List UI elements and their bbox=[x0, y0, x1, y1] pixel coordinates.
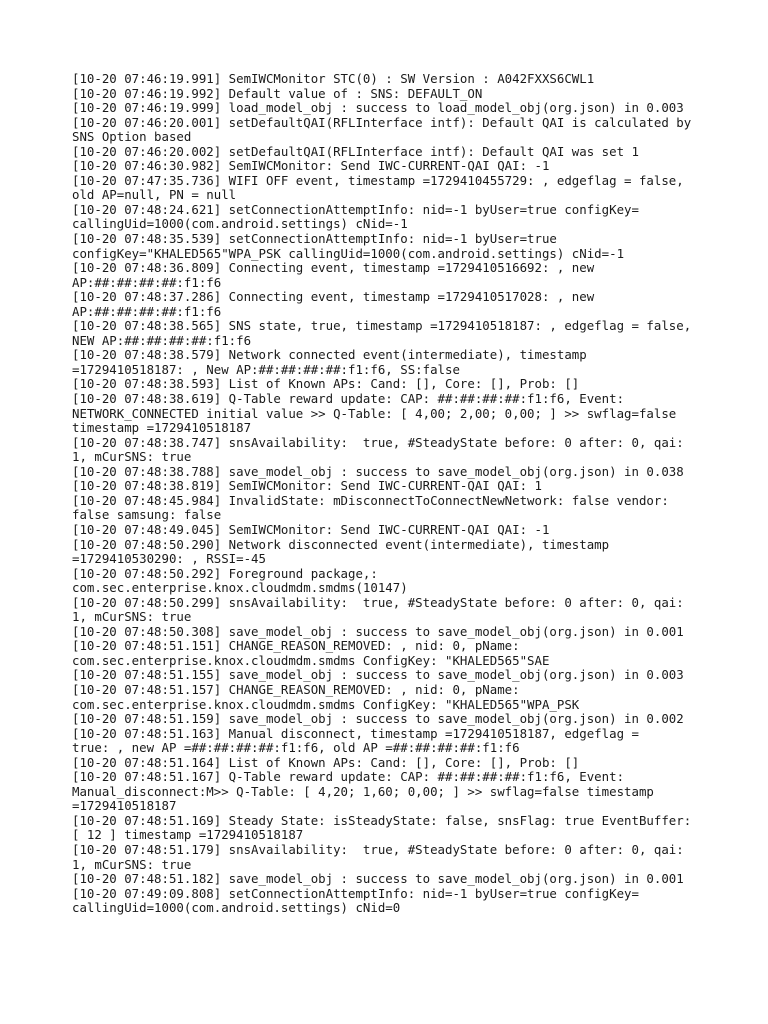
log-line: [10-20 07:48:51.155] save_model_obj : success to save_model_obj(org.json) in 0.003 bbox=[72, 667, 684, 683]
log-line: =1729410530290: , RSSI=-45 bbox=[72, 551, 266, 567]
log-line: [10-20 07:48:51.182] save_model_obj : success to save_model_obj(org.json) in 0.001 bbox=[72, 871, 684, 887]
log-line: [10-20 07:48:50.308] save_model_obj : success to save_model_obj(org.json) in 0.001 bbox=[72, 623, 684, 639]
log-line: [10-20 07:46:30.982] SemIWCMonitor: Send IWC-CURRENT-QAI QAI: -1 bbox=[72, 158, 550, 174]
log-line: [10-20 07:48:50.290] Network disconnected event(intermediate), timestamp bbox=[72, 536, 610, 552]
log-line: com.sec.enterprise.knox.cloudmdm.smdms ConfigKey: "KHALED565"SAE bbox=[72, 652, 550, 668]
log-line: [10-20 07:48:51.164] List of Known APs: Cand: [], Core: [], Prob: [] bbox=[72, 754, 580, 770]
log-line: [10-20 07:48:51.159] save_model_obj : success to save_model_obj(org.json) in 0.002 bbox=[72, 711, 684, 727]
log-line: old AP=null, PN = null bbox=[72, 187, 237, 203]
log-line: 1, mCurSNS: true bbox=[72, 449, 192, 465]
log-line: callingUid=1000(com.android.settings) cNid=0 bbox=[72, 900, 401, 916]
log-line: true: , new AP =##:##:##:##:f1:f6, old AP =##:##:##:##:f1:f6 bbox=[72, 740, 520, 756]
log-line: [10-20 07:47:35.736] WIFI OFF event, timestamp =1729410455729: , edgeflag = false, bbox=[72, 172, 684, 188]
log-line: [10-20 07:48:35.539] setConnectionAttemptInfo: nid=-1 byUser=true bbox=[72, 231, 557, 247]
log-line: [10-20 07:48:50.292] Foreground package,: bbox=[72, 565, 378, 581]
log-line: [10-20 07:48:38.619] Q-Table reward update: CAP: ##:##:##:##:f1:f6, Event: bbox=[72, 391, 625, 407]
log-line: SNS Option based bbox=[72, 129, 192, 145]
log-line: [10-20 07:48:50.299] snsAvailability: true, #SteadyState before: 0 after: 0, qai: bbox=[72, 594, 684, 610]
log-line: NEW AP:##:##:##:##:f1:f6 bbox=[72, 332, 252, 348]
log-line: Manual_disconnect:M>> Q-Table: [ 4,20; 1,60; 0,00; ] >> swflag=false timestamp bbox=[72, 783, 654, 799]
log-line: [10-20 07:48:51.157] CHANGE_REASON_REMOVED: , nid: 0, pName: bbox=[72, 681, 520, 697]
log-document bbox=[72, 72, 712, 916]
log-line: =1729410518187 bbox=[72, 798, 177, 814]
log-line: 1, mCurSNS: true bbox=[72, 856, 192, 872]
log-line: [10-20 07:48:51.169] Steady State: isSteadyState: false, snsFlag: true EventBuffer: bbox=[72, 812, 692, 828]
log-line: [10-20 07:48:49.045] SemIWCMonitor: Send IWC-CURRENT-QAI QAI: -1 bbox=[72, 521, 550, 537]
log-line: configKey="KHALED565"WPA_PSK callingUid=1000(com.android.settings) cNid=-1 bbox=[72, 245, 625, 261]
log-line: [10-20 07:48:38.579] Network connected event(intermediate), timestamp bbox=[72, 347, 587, 363]
log-line: [10-20 07:48:51.167] Q-Table reward update: CAP: ##:##:##:##:f1:f6, Event: bbox=[72, 769, 625, 785]
log-line: [10-20 07:48:38.819] SemIWCMonitor: Send IWC-CURRENT-QAI QAI: 1 bbox=[72, 478, 542, 494]
log-line: AP:##:##:##:##:f1:f6 bbox=[72, 303, 222, 319]
log-line: [10-20 07:48:45.984] InvalidState: mDisconnectToConnectNewNetwork: false vendor: bbox=[72, 492, 669, 508]
log-line: [10-20 07:46:19.999] load_model_obj : success to load_model_obj(org.json) in 0.003 bbox=[72, 100, 684, 116]
log-line: [10-20 07:49:09.808] setConnectionAttemptInfo: nid=-1 byUser=true configKey= bbox=[72, 885, 639, 901]
log-line: [10-20 07:46:19.991] SemIWCMonitor STC(0) : SW Version : A042FXXS6CWL1 bbox=[72, 71, 595, 86]
log-line: timestamp =1729410518187 bbox=[72, 420, 252, 436]
log-line: callingUid=1000(com.android.settings) cNid=-1 bbox=[72, 216, 408, 232]
log-line: [10-20 07:48:38.788] save_model_obj : success to save_model_obj(org.json) in 0.038 bbox=[72, 463, 684, 479]
log-line: 1, mCurSNS: true bbox=[72, 609, 192, 625]
log-line: [10-20 07:48:51.163] Manual disconnect, timestamp =1729410518187, edgeflag = bbox=[72, 725, 639, 741]
log-line: com.sec.enterprise.knox.cloudmdm.smdms(10147) bbox=[72, 580, 408, 596]
log-line: [ 12 ] timestamp =1729410518187 bbox=[72, 827, 304, 843]
log-line: com.sec.enterprise.knox.cloudmdm.smdms ConfigKey: "KHALED565"WPA_PSK bbox=[72, 696, 580, 712]
log-line: [10-20 07:48:24.621] setConnectionAttemptInfo: nid=-1 byUser=true configKey= bbox=[72, 201, 639, 217]
log-line: [10-20 07:48:38.593] List of Known APs: Cand: [], Core: [], Prob: [] bbox=[72, 376, 580, 392]
log-line: [10-20 07:48:51.179] snsAvailability: true, #SteadyState before: 0 after: 0, qai: bbox=[72, 841, 684, 857]
log-line: NETWORK_CONNECTED initial value >> Q-Table: [ 4,00; 2,00; 0,00; ] >> swflag=false bbox=[72, 405, 677, 421]
log-line: [10-20 07:48:51.151] CHANGE_REASON_REMOVED: , nid: 0, pName: bbox=[72, 638, 520, 654]
log-line: false samsung: false bbox=[72, 507, 222, 523]
log-line: =1729410518187: , New AP:##:##:##:##:f1:f6, SS:false bbox=[72, 361, 460, 377]
log-line: [10-20 07:46:19.992] Default value of : SNS: DEFAULT_ON bbox=[72, 85, 483, 101]
log-line: AP:##:##:##:##:f1:f6 bbox=[72, 274, 222, 290]
log-line: [10-20 07:48:36.809] Connecting event, timestamp =1729410516692: , new bbox=[72, 260, 595, 276]
log-line: [10-20 07:48:38.747] snsAvailability: true, #SteadyState before: 0 after: 0, qai: bbox=[72, 434, 684, 450]
log-line: [10-20 07:48:38.565] SNS state, true, timestamp =1729410518187: , edgeflag = false, bbox=[72, 318, 692, 334]
log-line: [10-20 07:46:20.002] setDefaultQAI(RFLInterface intf): Default QAI was set 1 bbox=[72, 143, 639, 159]
log-line: [10-20 07:46:20.001] setDefaultQAI(RFLInterface intf): Default QAI is calculated by bbox=[72, 114, 692, 130]
log-line: [10-20 07:48:37.286] Connecting event, timestamp =1729410517028: , new bbox=[72, 289, 595, 305]
